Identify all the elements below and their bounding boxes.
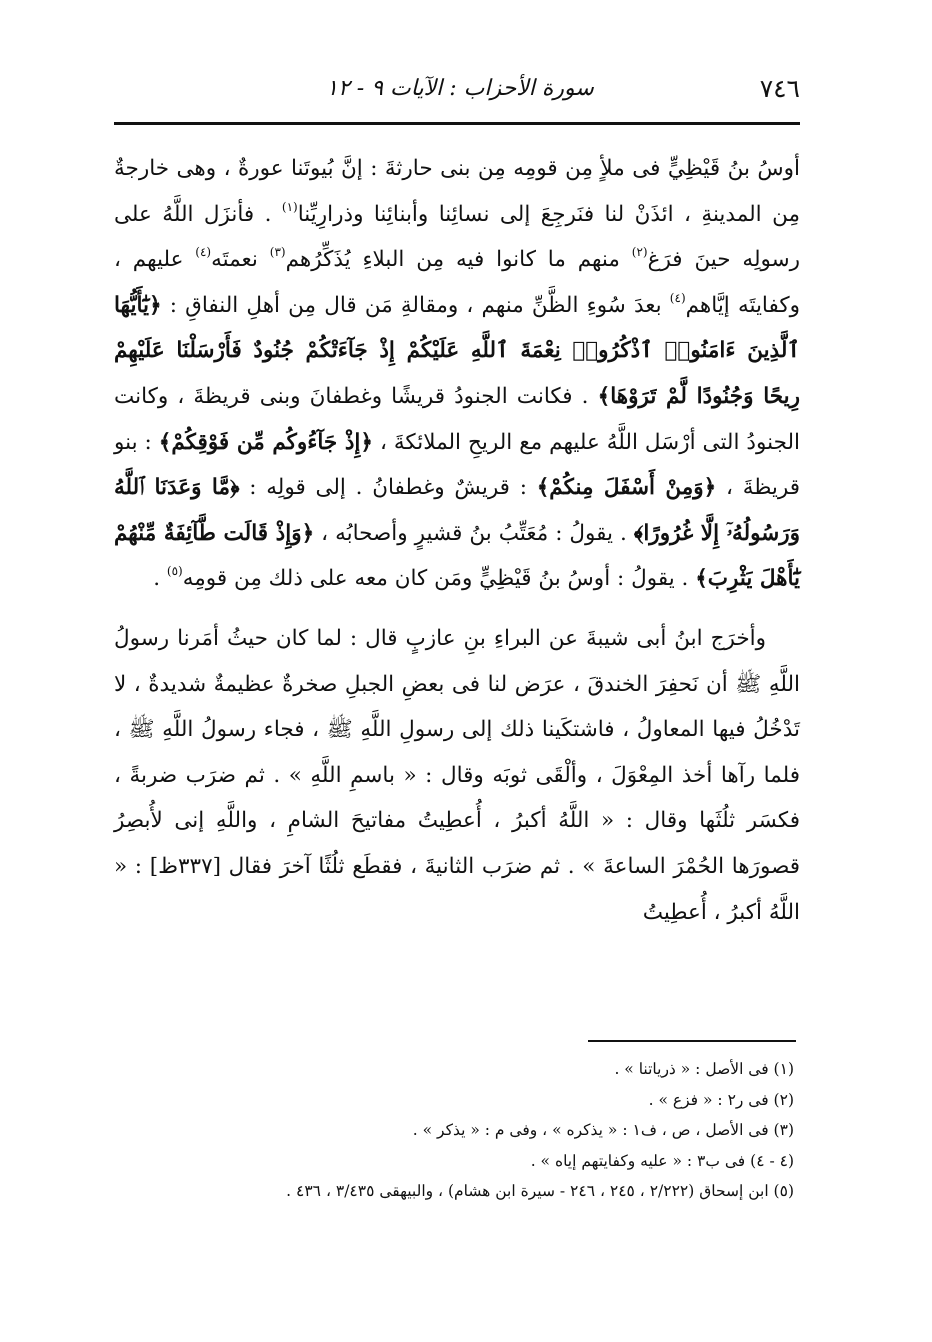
text-segment: قريشٌ وغطفانُ . إلى قولِه : xyxy=(239,475,510,501)
page-header xyxy=(110,70,800,110)
paragraph-2: وأخرَج ابنُ أبى شيبةَ عن البراءِ بنِ عازبٍ قال : لما كان حيثُ أمَرنا رسولُ اللَّهِ ﷺ أن نَحفِرَ الخندقَ ، عرَض لنا فى بعضِ الجبلِ صخرةٌ عظيمةٌ شديدةٌ ، لا تَدْخُلُ فيها المعاولُ ، فاشتكَينا ذلك إلى رسولِ اللَّهِ ﷺ ، فجاء رسولُ اللَّهِ ﷺ ، فلما رآها أخذ المِعْوَلَ ، وألْقَى ثوبَه وقال : « باسمِ اللَّهِ » . ثم ضرَب ضربةً ، فكسَر ثلُثَها وقال : « اللَّهُ أكبرُ ، أُعطِيتُ مفاتيحَ الشامِ ، واللَّهِ إنى لأُبصِرُ قصورَها الحُمْرَ الساعةَ » . ثم ضرَب الثانيةَ ، فقطَع ثلُثًا آخرَ فقال [٣٣٧ظ] : « اللَّهُ أكبرُ ، أُعطِيتُ xyxy=(114,625,800,925)
header-rule xyxy=(114,122,800,125)
text-segment: المدينةِ ، ائذَنْ لنا فنَرجِعَ إلى نسائِنا وأبنائِنا وذرارِيِّنا xyxy=(297,201,762,227)
paragraph-1 xyxy=(114,146,800,602)
footnote-5: (٥) ابن إسحاق (٢/٢٢٢ ، ٢٤٥ ، ٢٤٦ - سيرة ابن هشام) ، والبيهقى ٣/٤٣٥ ، ٤٣٦ . xyxy=(286,1182,794,1200)
text-segment: . xyxy=(153,566,167,592)
footnote-rule xyxy=(588,1040,796,1042)
text-segment: نعمتَه xyxy=(211,247,270,273)
quran-verse: ﴿إِذْ جَآءُوكُم مِّن فَوْقِكُمْ﴾ xyxy=(158,429,373,455)
text-segment: . يقولُ : xyxy=(617,566,696,592)
running-title: سورة الأحزاب : الآيات ٩ - ١٢ xyxy=(326,76,594,101)
text-segment: . فكانت xyxy=(516,383,598,409)
footnote-ref-5: (٥) xyxy=(166,564,183,579)
text-segment: أوسُ بنُ قَيْظِيٍّ ومَن كان معه على ذلك مِن قومِه xyxy=(182,566,611,592)
footnote-4: (٤ - ٤) فى ب٣ : « عليه وكفايتهم إياه » . xyxy=(530,1151,794,1170)
footnote-ref-2: (٢) xyxy=(631,245,648,260)
text-segment: منهم ما كانوا فيه مِن البلاءِ يُذَكِّرُهم xyxy=(285,247,632,273)
text-segment: : بنو قريظةَ ، xyxy=(114,429,800,501)
quran-verse: ﴿مَّا وَعَدَنَا ٱللَّهُ وَرَسُولُهُۥٓ إِلَّا غُرُورًا﴾ xyxy=(114,475,801,546)
page-number: ٧٤٦ xyxy=(759,74,800,103)
footnote-1: (١) فى الأصل : « ذرياتنا » . xyxy=(614,1060,794,1078)
text-segment: الريحِ الملائكةَ ، xyxy=(372,429,513,455)
footnote-2: (٢) فى ر٢ : « فزع » . xyxy=(648,1090,794,1109)
footnote-3: (٣) فى الأصل ، ص ، ف١ : « يذكره » ، وفى م : « يذكر » . xyxy=(412,1121,794,1139)
text-segment: : xyxy=(519,475,537,501)
text-segment: الجنودُ قريشًا وغطفانَ وبنى قريظةَ ، وكانت الجنودُ التى أرْسَل اللَّهُ عليهم مع xyxy=(114,383,800,455)
footnote-ref-4-open: (٤) xyxy=(195,245,212,260)
quran-verse: ﴿يَٰٓأَيُّهَا ٱلَّذِينَ ءَامَنُوا۟ ٱذْكُرُوا۟ نِعْمَةَ ٱللَّهِ عَلَيْكُمْ إِذْ جَآءَتْكُمْ جُنُودٌ فَأَرْسَلْنَا عَلَيْهِمْ رِيحًا وَجُنُودًا لَّمْ تَرَوْهَا﴾ xyxy=(114,292,800,409)
text-segment: فرَغ xyxy=(647,247,683,273)
main-text xyxy=(114,146,800,935)
footnote-ref-4-close: (٤) xyxy=(669,290,686,305)
text-segment: مُعَتِّبُ بنُ قشيرٍ وأصحابُه ، xyxy=(314,520,549,546)
text-segment: عليهم ، وكفايتَه إيَّاهم xyxy=(114,247,800,318)
quran-verse: ﴿وَمِنْ أَسْفَلَ مِنكُمْ﴾ xyxy=(536,475,717,501)
text-segment: بعدَ سُوءِ الظَّنِّ منهم ، ومقالةِ مَن قال مِن أهلِ النفاقِ : xyxy=(161,292,662,318)
footnotes xyxy=(130,1054,794,1207)
text-segment: . يقولُ : xyxy=(555,520,634,546)
quran-verse: ﴿وَإِذْ قَالَت طَّآئِفَةٌ مِّنْهُمْ يَٰٓأَهْلَ يَثْرِبَ﴾ xyxy=(114,520,800,592)
footnote-ref-1: (١) xyxy=(281,199,298,214)
text-segment: أوسُ بنُ قَيْظِيٍّ فى ملأٍ مِن قومِه مِن بنى حارثةَ : إنَّ بُيوتَنا عورةٌ ، وهى خارجةٌ مِن xyxy=(114,156,800,227)
footnote-ref-3: (٣) xyxy=(269,245,286,260)
text-segment: . فأنزَل اللَّهُ على رسولِه حينَ xyxy=(114,201,801,273)
